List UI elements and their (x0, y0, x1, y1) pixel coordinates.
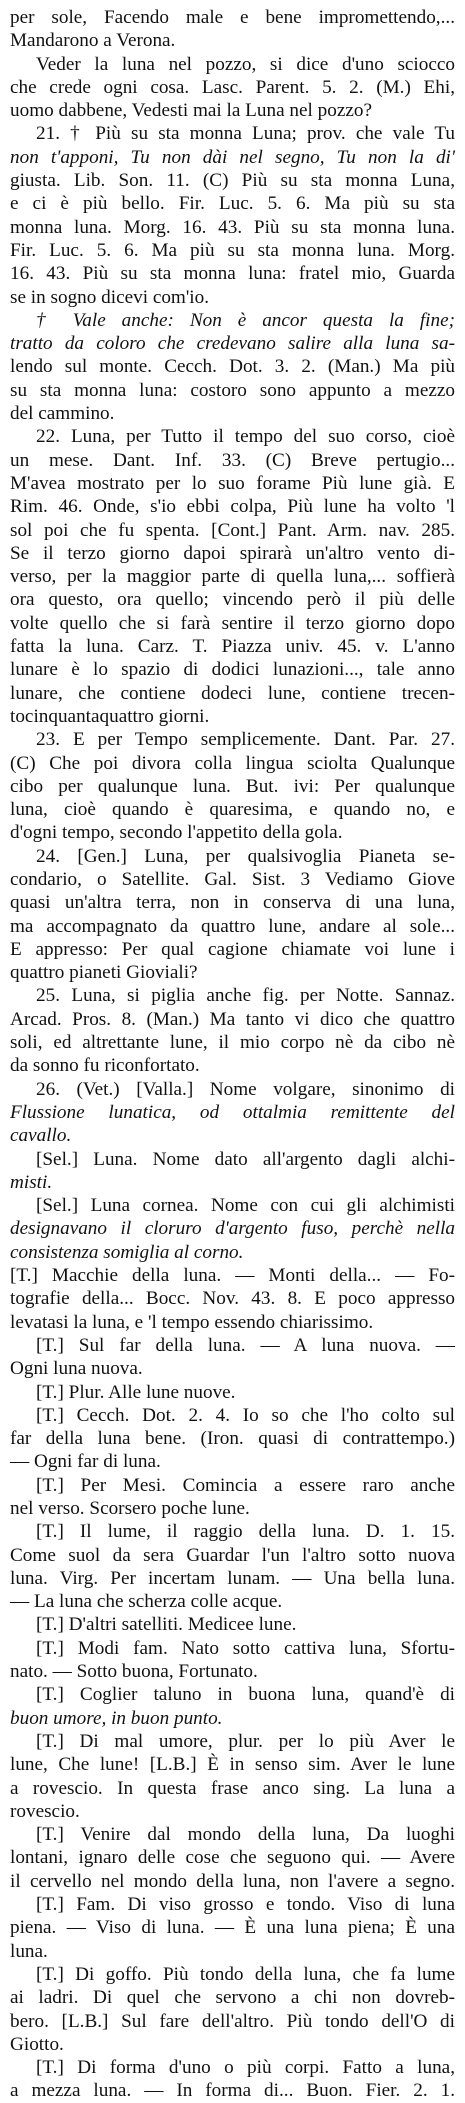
text-line: condario, o Satellite. Gal. Sist. 3 Vediamo Giove (10, 868, 455, 890)
text-line: Se il terzo giorno dapoi spirarà un'altro vento di- (10, 542, 455, 564)
text-line: 21. † Più su sta monna Luna; prov. che vale Tu (36, 123, 455, 145)
text-line: luna. Virg. Per incertam lunam. — Una bella luna. (10, 1567, 455, 1589)
text-line: d'ogni tempo, secondo l'appetito della gola. (10, 822, 343, 844)
text-line: — La luna che scherza colle acque. (10, 1591, 283, 1613)
text-line: [T.] Modi fam. Nato sotto cattiva luna, Sfortu- (36, 1637, 455, 1659)
text-line: lunare è lo spazio di dodici lunazioni..., tale anno (10, 659, 455, 681)
text-line: (C) Che poi divora colla lingua sciolta Qualunque (10, 752, 455, 774)
text-line: lontani, ignaro delle cose che seguono qui. — Avere (10, 1847, 455, 1869)
text-line: e ci è più bello. Fir. Luc. 5. 6. Ma più su sta (10, 193, 455, 215)
text-line: a mezza luna. — In forma di... Buon. Fier. 2. 1. (10, 2080, 455, 2102)
text-line: far della luna bene. (Iron. quasi di contrattempo.) (10, 1428, 455, 1450)
text-line: [T.] Venire dal mondo della luna, Da luoghi (36, 1824, 455, 1846)
text-line: [Sel.] Luna. Nome dato all'argento dagli alchi- (36, 1148, 455, 1170)
text-line: [T.] Coglier taluno in buona luna, quand'è di (36, 1684, 455, 1706)
text-line: volte quello che si farà sentire il terzo giorno dopo (10, 612, 455, 634)
text-line: † Vale anche: Non è ancor questa la fine; (36, 309, 455, 331)
text-line: nato. — Sotto buona, Fortunato. (10, 1661, 258, 1683)
text-line: [T.] Sul far della luna. — A luna nuova. — (36, 1334, 455, 1356)
text-line: soli, ed altrettante lune, il mio corpo nè da cibo nè (10, 1032, 455, 1054)
text-line: verso, per la maggior parte di quella luna,... soffierà (10, 566, 455, 588)
text-line: E appresso: Per qual cagione chiamate voi lune i (10, 938, 455, 960)
text-line: se in sogno dicevi com'io. (10, 286, 210, 308)
text-line: [T.] Fam. Di viso grosso e tondo. Viso di luna (36, 1894, 455, 1916)
text-line: [T.] Di goffo. Più tondo della luna, che fa lume (36, 1963, 455, 1985)
text-line: M'avea mostrato per lo suo forame Più lune già. E (10, 472, 455, 494)
text-line: bero. [L.B.] Sul fare dell'altro. Più tondo dell'O di (10, 2010, 455, 2032)
text-line: cavallo. (10, 1125, 72, 1147)
text-line: 22. Luna, per Tutto il tempo del suo corso, cioè (36, 426, 455, 448)
text-line: [T.] Di forma d'uno o più corpi. Fatto a luna, (36, 2057, 455, 2079)
text-line: che crede ogni cosa. Lasc. Parent. 5. 2. (M.) Ehi, (10, 76, 455, 98)
text-line: lendo sul monte. Cecch. Dot. 3. 2. (Man.) Ma più (10, 356, 455, 378)
text-line: luna, cioè quando è quaresima, e quando no, e (10, 799, 455, 821)
text-line: consistenza somiglia al corno. (10, 1241, 244, 1263)
text-line: piena. — Viso di luna. — È una luna piena; È una (10, 1917, 455, 1939)
text-line: 25. Luna, si piglia anche fig. per Notte. Sannaz. (36, 985, 455, 1007)
text-line: 26. (Vet.) [Valla.] Nome volgare, sinonimo di (36, 1078, 455, 1100)
text-line: nel verso. Scorsero poche lune. (10, 1498, 250, 1519)
text-line: [T.] Cecch. Dot. 2. 4. Io so che l'ho colto sul (36, 1404, 455, 1426)
text-line: giusta. Lib. Son. 11. (C) Più su sta monna Luna, (10, 170, 455, 192)
text-line: tocinquantaquattro giorni. (10, 705, 210, 727)
text-line: designavano il cloruro d'argento fuso, perchè nella (10, 1218, 455, 1240)
text-line: 16. 43. Più su sta monna luna: fratel mio, Guarda (10, 263, 455, 285)
text-line: Arcad. Pros. 8. (Man.) Ma tanto vi dico che quattro (10, 1008, 455, 1030)
text-line: un mese. Dant. Inf. 33. (C) Breve pertugio... (10, 449, 455, 471)
text-line: Veder la luna nel pozzo, si dice d'uno sciocco (36, 53, 455, 75)
text-line: uomo dabbene, Vedesti mai la Luna nel pozzo? (10, 100, 372, 122)
text-line: tratto da coloro che credevano salire alla luna sa- (10, 333, 455, 355)
text-line: levatasi la luna, e 'l tempo essendo chiarissimo. (10, 1311, 374, 1333)
text-line: buon umore, in buon punto. (10, 1707, 223, 1729)
text-line: cibo per qualunque luna. But. ivi: Per qualunque (10, 775, 455, 797)
text-line: ma accompagnato da quattro lune, andare al sole... (10, 915, 455, 937)
text-line: [T.] Il lume, il raggio della luna. D. 1. 15. (36, 1521, 455, 1543)
text-line: su sta monna luna: costoro sono appunto a mezzo (10, 379, 455, 401)
text-line: da sonno fu riconfortato. (10, 1055, 200, 1077)
text-line: [T.] Di mal umore, plur. per lo più Aver le (36, 1730, 455, 1752)
text-line: Fir. Luc. 5. 6. Ma più su sta monna luna. Morg. (10, 239, 455, 261)
text-line: [T.] Plur. Alle lune nuove. (36, 1381, 236, 1403)
text-line: Flussione lunatica, od ottalmia remittente del (10, 1101, 455, 1123)
text-line: del cammino. (10, 403, 115, 425)
text-line: il cervello nel mondo della luna, non l'avere a segno. (10, 1870, 455, 1892)
text-line: 23. E per Tempo semplicemente. Dant. Par. 27. (36, 729, 455, 751)
text-line: tografie della... Bocc. Nov. 43. 8. E poco appresso (10, 1288, 455, 1310)
text-line: lune, Che lune! [L.B.] È in senso sim. Aver le lune (10, 1754, 455, 1776)
text-line: quasi un'altra terra, non in conserva di una luna, (10, 892, 455, 914)
text-line: [Sel.] Luna cornea. Nome con cui gli alchimisti (36, 1195, 455, 1217)
text-line: Mandarono a Verona. (10, 30, 176, 52)
text-line: non t'apponi, Tu non dài nel segno, Tu non la di' (10, 146, 455, 168)
text-line: fatta la luna. Carz. T. Piazza univ. 45. v. L'anno (10, 636, 455, 658)
text-line: [T.] Per Mesi. Comincia a essere raro anche (36, 1474, 455, 1496)
text-line: a rovescio. In questa frase anco sing. La luna a (10, 1777, 455, 1799)
text-line: luna. (10, 1940, 48, 1962)
text-line: [T.] D'altri satelliti. Medicee lune. (36, 1614, 297, 1636)
text-line: — Ogni far di luna. (10, 1451, 161, 1473)
text-line: 24. [Gen.] Luna, per qualsivoglia Pianeta se- (36, 845, 455, 867)
text-line: monna luna. Morg. 16. 43. Più su sta monna luna. (10, 216, 455, 238)
text-line: ai ladri. Di quel che servono a chi non dovreb- (10, 1987, 455, 2009)
text-line: quattro pianeti Gioviali? (10, 962, 198, 984)
text-line: Ogni luna nuova. (10, 1358, 143, 1380)
text-line: misti. (10, 1171, 53, 1193)
text-line: sol poi che fu spenta. [Cont.] Pant. Arm. nav. 285. (10, 519, 455, 541)
text-line: per sole, Facendo male e bene impromettendo,... (10, 7, 455, 28)
text-line: rovescio. (10, 1800, 80, 1822)
text-line: Giotto. (10, 2033, 64, 2055)
text-line: lunare, che contiene dodeci lune, contiene trecen- (10, 682, 455, 704)
text-line: ora questo, ora quello; vincendo però il più delle (10, 589, 455, 611)
text-line: Rim. 46. Onde, s'io ebbi colpa, Più lune ha volto 'l (10, 496, 455, 518)
text-line: [T.] Macchie della luna. — Monti della... — Fo- (10, 1265, 455, 1287)
text-line: Come suol da sera Guardar l'un l'altro sotto nuova (10, 1544, 455, 1566)
